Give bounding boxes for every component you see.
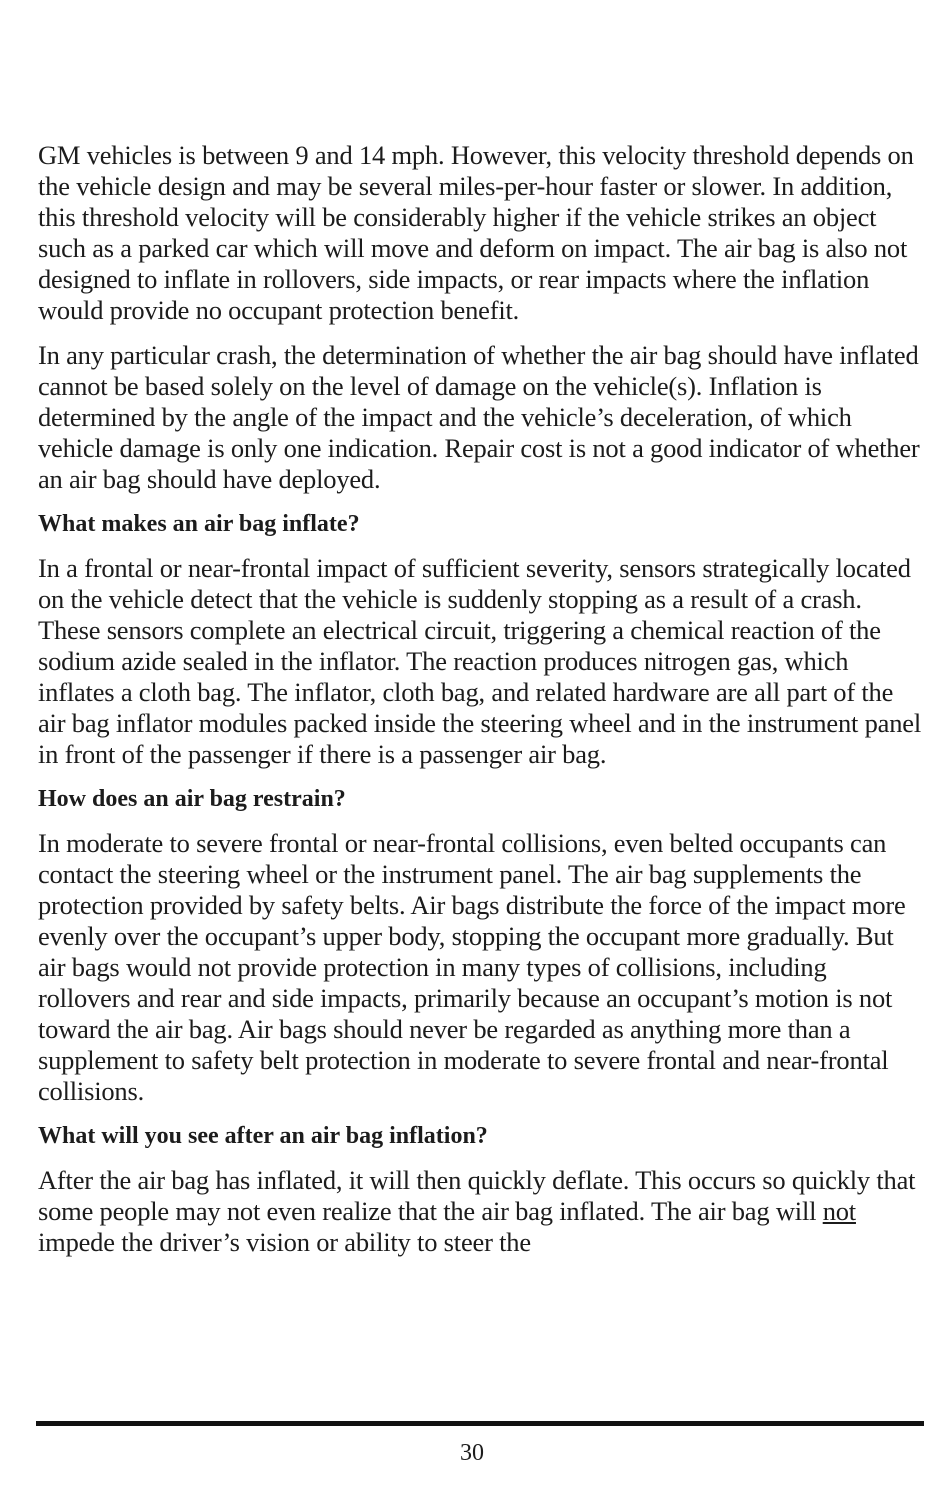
paragraph-restraint: In moderate to severe frontal or near-frontal collisions, even belted occupants can contact the steering wheel or the instrument panel. The air bag supplements the protection provided by safety belts. Air bags distribute the force of the impact more evenly over the occupant’s upper body, stopping the occupant more gradually. But air bags would not provide protection in many types of collisions, including rollovers and rear and side impacts, primarily because an occupant’s motion is not toward the air bag. Air bags should never be regarded as anything more than a supplement to safety belt protection in moderate to severe frontal and near-frontal collisions. — [38, 828, 906, 1106]
heading-after-inflation: What will you see after an air bag inflation? — [38, 1123, 488, 1149]
paragraph-velocity-threshold: GM vehicles is between 9 and 14 mph. However, this velocity threshold depends on the vehicle design and may be several miles-per-hour faster or slower. In addition, this threshold velocity will be considerably higher if the vehicle strikes an object such as a parked car which will move and deform on impact. The air bag is also not designed to inflate in rollovers, side impacts, or rear impacts where the inflation would provide no occupant protection benefit. — [38, 140, 914, 325]
footer-rule — [36, 1421, 924, 1426]
paragraph-inflation-process: In a frontal or near-frontal impact of sufficient severity, sensors strategically located on the vehicle detect that the vehicle is suddenly stopping as a result of a crash. These sensors complete an electrical circuit, triggering a chemical reaction of the sodium azide sealed in the inflator. The reaction produces nitrogen gas, which inflates a cloth bag. The inflator, cloth bag, and related hardware are all part of the air bag inflator modules packed inside the steering wheel and in the instrument panel in front of the passenger if there is a passenger air bag. — [38, 553, 921, 769]
underlined-not: not — [822, 1196, 856, 1226]
page-content — [38, 140, 924, 1272]
paragraph-after-inflation — [38, 1165, 924, 1258]
paragraph-after-inflation-start: After the air bag has inflated, it will then quickly deflate. This occurs so quickly that some people may not even realize that the air bag inflated. The air bag will — [38, 1165, 916, 1226]
heading-what-makes-inflate: What makes an air bag inflate? — [38, 511, 360, 537]
paragraph-after-inflation-end: impede the driver’s vision or ability to steer the — [38, 1227, 531, 1257]
heading-how-restrain: How does an air bag restrain? — [38, 786, 346, 812]
page-number: 30 — [460, 1440, 484, 1466]
paragraph-inflation-determination: In any particular crash, the determination of whether the air bag should have inflated cannot be based solely on the level of damage on the vehicle(s). Inflation is determined by the angle of the impact and the vehicle’s deceleration, of which vehicle damage is only one indication. Repair cost is not a good indicator of whether an air bag should have deployed. — [38, 340, 920, 494]
